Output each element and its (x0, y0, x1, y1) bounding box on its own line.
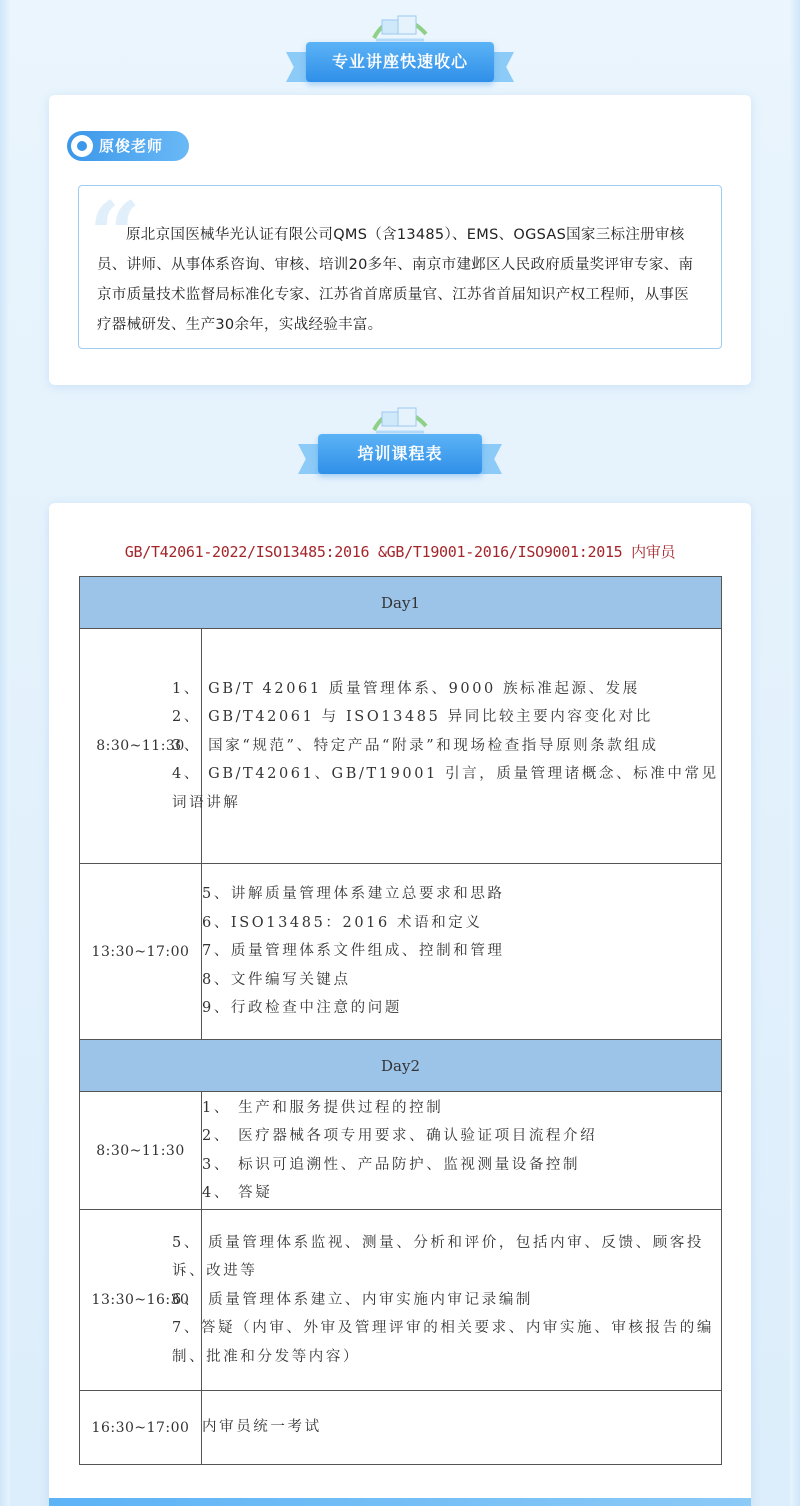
session-item: 6、 质量管理体系建立、内审实施内审记录编制 (172, 1291, 534, 1308)
session-content (202, 1092, 722, 1210)
session-row (80, 629, 722, 864)
session-time: 13:30~17:00 (80, 864, 202, 1040)
session-item: 7、质量管理体系文件组成、控制和管理 (202, 943, 505, 960)
session-row (80, 1391, 722, 1465)
session-content (172, 629, 722, 864)
session-row (80, 864, 722, 1040)
ribbon (318, 434, 482, 474)
teacher-name-badge (67, 131, 189, 161)
session-time: 8:30~11:30 (80, 629, 202, 864)
session-item: 1、 GB/T 42061 质量管理体系、9000 族标准起源、发展 (172, 680, 640, 697)
session-item: 4、 GB/T42061、GB/T19001 引言，质量管理诸概念、标准中常见词语讲解 (172, 766, 719, 811)
session-item: 4、 答疑 (202, 1185, 273, 1201)
teacher-bio: 原北京国医械华光认证有限公司QMS（含13485）、EMS、OGSAS国家三标注册审核员、讲师、从事体系咨询、审核、培训20多年、南京市建邺区人民政府质量奖评审专家、南京市质量技术监督局标准化专家、江苏省首席质量官、江苏省首届知识产权工程师，从事医疗器械研发、生产30余年，实战经验丰富。 (97, 227, 694, 333)
session-content (202, 864, 722, 1040)
session-item: 5、 质量管理体系监视、测量、分析和评价，包括内审、反馈、顾客投诉、改进等 (172, 1234, 705, 1280)
page-side-right (790, 0, 800, 1506)
session-item: 内审员统一考试 (202, 1419, 322, 1436)
day-label: Day2 (80, 1040, 722, 1092)
session-content (202, 1391, 722, 1465)
section-title: 培训课程表 (357, 444, 443, 463)
session-item: 8、文件编写关键点 (202, 971, 351, 988)
session-item: 3、 标识可追溯性、产品防护、监视测量设备控制 (202, 1156, 581, 1173)
section-header-schedule (0, 402, 800, 482)
day-label: Day1 (80, 577, 722, 629)
day-header-row (80, 577, 722, 629)
session-item: 3、 国家“规范”、特定产品“附录”和现场检查指导原则条款组成 (172, 737, 659, 754)
section-title: 专业讲座快速收心 (331, 52, 468, 71)
schedule-card (49, 503, 751, 1506)
course-title: GB/T42061-2022/ISO13485:2016 &GB/T19001-2016/ISO9001:2015 内审员 (124, 543, 676, 561)
page-side-left (0, 0, 10, 1506)
session-time: 13:30~16:30 (80, 1210, 202, 1391)
session-item: 5、讲解质量管理体系建立总要求和思路 (202, 886, 505, 903)
book-decoration-icon (368, 10, 432, 44)
section-header-lecture (0, 10, 800, 90)
teacher-card (49, 95, 751, 385)
ribbon (306, 42, 494, 82)
session-item: 2、 GB/T42061 与 ISO13485 异同比较主要内容变化对比 (172, 709, 653, 726)
session-row (80, 1092, 722, 1210)
session-time: 8:30~11:30 (80, 1092, 202, 1210)
session-item: 7、答疑（内审、外审及管理评审的相关要求、内审实施、审核报告的编制、批准和分发等内容） (172, 1320, 714, 1365)
quote-icon: “ (89, 182, 141, 288)
session-item: 9、行政检查中注意的问题 (202, 1000, 402, 1017)
session-item: 6、ISO13485：2016 术语和定义 (202, 914, 483, 931)
schedule-table (79, 576, 722, 1465)
teacher-name: 原俊老师 (99, 137, 164, 155)
session-content (172, 1210, 722, 1391)
book-decoration-icon (368, 402, 432, 436)
session-time: 16:30~17:00 (80, 1391, 202, 1465)
bullet-icon (71, 135, 93, 157)
teacher-bio-box (78, 182, 722, 349)
day-header-row (80, 1040, 722, 1092)
session-item: 2、 医疗器械各项专用要求、确认验证项目流程介绍 (202, 1128, 598, 1144)
bottom-bar (49, 1498, 751, 1506)
session-item: 1、 生产和服务提供过程的控制 (202, 1099, 444, 1116)
session-row (80, 1210, 722, 1391)
